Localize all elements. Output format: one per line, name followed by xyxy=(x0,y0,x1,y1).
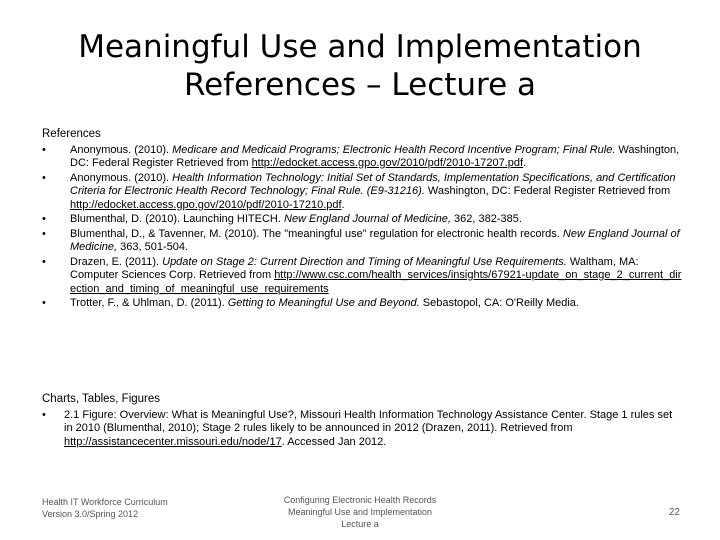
references-heading: References xyxy=(42,128,101,140)
reference-text: Drazen, E. (2011). xyxy=(70,255,163,268)
reference-text: Sebastopol, CA: O'Reilly Media. xyxy=(419,297,579,309)
bullet-icon: • xyxy=(42,297,46,309)
page-number: 22 xyxy=(668,507,680,518)
reference-text: Trotter, F., & Uhlman, D. (2011). xyxy=(70,297,228,309)
bullet-icon: • xyxy=(42,255,46,268)
charts-list xyxy=(42,409,682,450)
reference-text: Blumenthal, D. (2010). Launching HITECH. xyxy=(70,213,284,225)
reference-link[interactable]: http://edocket.access.gpo.gov/2010/pdf/2010-17207.pdf xyxy=(251,157,524,169)
reference-link[interactable]: http://edocket.access.gpo.gov/2010/pdf/2010-17210.pdf xyxy=(70,198,342,211)
reference-text: Washington, DC: Federal Register Retrieved from xyxy=(424,185,671,197)
reference-item xyxy=(42,228,682,255)
reference-title: Medicare and Medicaid Programs; Electronic Health Record Incentive Program; Final Rule. xyxy=(172,143,616,156)
references-list xyxy=(42,144,682,311)
reference-item xyxy=(42,297,682,311)
reference-title: New England Journal of Medicine, xyxy=(284,213,451,225)
reference-text: . xyxy=(523,157,527,169)
footer-curriculum xyxy=(42,496,168,520)
reference-text: 362, 382-385. xyxy=(450,213,522,225)
reference-item xyxy=(42,213,682,227)
footer-course xyxy=(260,494,460,530)
reference-text: . xyxy=(341,198,345,211)
references-section xyxy=(42,128,682,312)
reference-text: Washington, DC: Federal Register Retrieved from xyxy=(70,143,680,169)
reference-title: Getting to Meaningful Use and Beyond. xyxy=(227,297,420,309)
charts-heading: Charts, Tables, Figures xyxy=(42,393,161,405)
chart-reference-text: . Accessed Jan 2012. xyxy=(281,435,387,448)
slide-title-line2: References – Lecture a xyxy=(183,67,537,103)
reference-text: Waltham, MA: Computer Sciences Corp. Retrieved from xyxy=(70,255,639,281)
bullet-icon: • xyxy=(42,143,46,156)
charts-section xyxy=(42,393,682,450)
reference-item xyxy=(42,172,682,213)
chart-reference-text: 2.1 Figure: Overview: What is Meaningful Use?, Missouri Health Information Technology Assistance Center. Stage 1 rules set in 2010 (Blumenthal, 2010); Stage 2 rules likely to be announced in 2012 (Drazen, 2011). Retrieved from xyxy=(64,408,673,434)
bullet-icon: • xyxy=(42,213,46,225)
reference-text: Blumenthal, D., & Tavenner, M. (2010). The "meaningful use" regulation for electronic health records. xyxy=(70,227,563,240)
footer-curriculum-line1: Health IT Workforce Curriculum xyxy=(42,497,168,507)
reference-item xyxy=(42,256,682,297)
bullet-icon: • xyxy=(42,171,46,184)
reference-title: Health Information Technology: Initial Set of Standards, Implementation Specifications, and Certification Criteria for Electronic Health Record Technology; Final Rule. (E9-31216). xyxy=(70,171,676,197)
slide-title xyxy=(40,28,680,104)
bullet-icon: • xyxy=(42,408,46,421)
footer-course-line1: Configuring Electronic Health Records xyxy=(283,495,437,505)
reference-title: New England Journal of Medicine, xyxy=(70,227,680,253)
chart-reference-item xyxy=(42,409,682,450)
footer-course-line2: Meaningful Use and Implementation xyxy=(287,507,433,517)
slide-title-line1: Meaningful Use and Implementation xyxy=(78,29,642,65)
reference-text: Anonymous. (2010). xyxy=(70,171,173,184)
chart-reference-link[interactable]: http://assistancecenter.missouri.edu/node/17 xyxy=(64,435,282,448)
footer-course-line3: Lecture a xyxy=(341,519,379,529)
reference-text: 363, 501-504. xyxy=(117,241,189,253)
bullet-icon: • xyxy=(42,227,46,240)
reference-title: Update on Stage 2: Current Direction and Timing of Meaningful Use Requirements. xyxy=(162,255,567,268)
footer-curriculum-line2: Version 3.0/Spring 2012 xyxy=(42,509,139,519)
reference-item xyxy=(42,144,682,171)
reference-text: Anonymous. (2010). xyxy=(70,143,173,156)
reference-link[interactable]: http://www.csc.com/health_services/insights/67921-update_on_stage_2_current_direction_and_timing_of_meaningful_use_requirements xyxy=(70,269,682,295)
